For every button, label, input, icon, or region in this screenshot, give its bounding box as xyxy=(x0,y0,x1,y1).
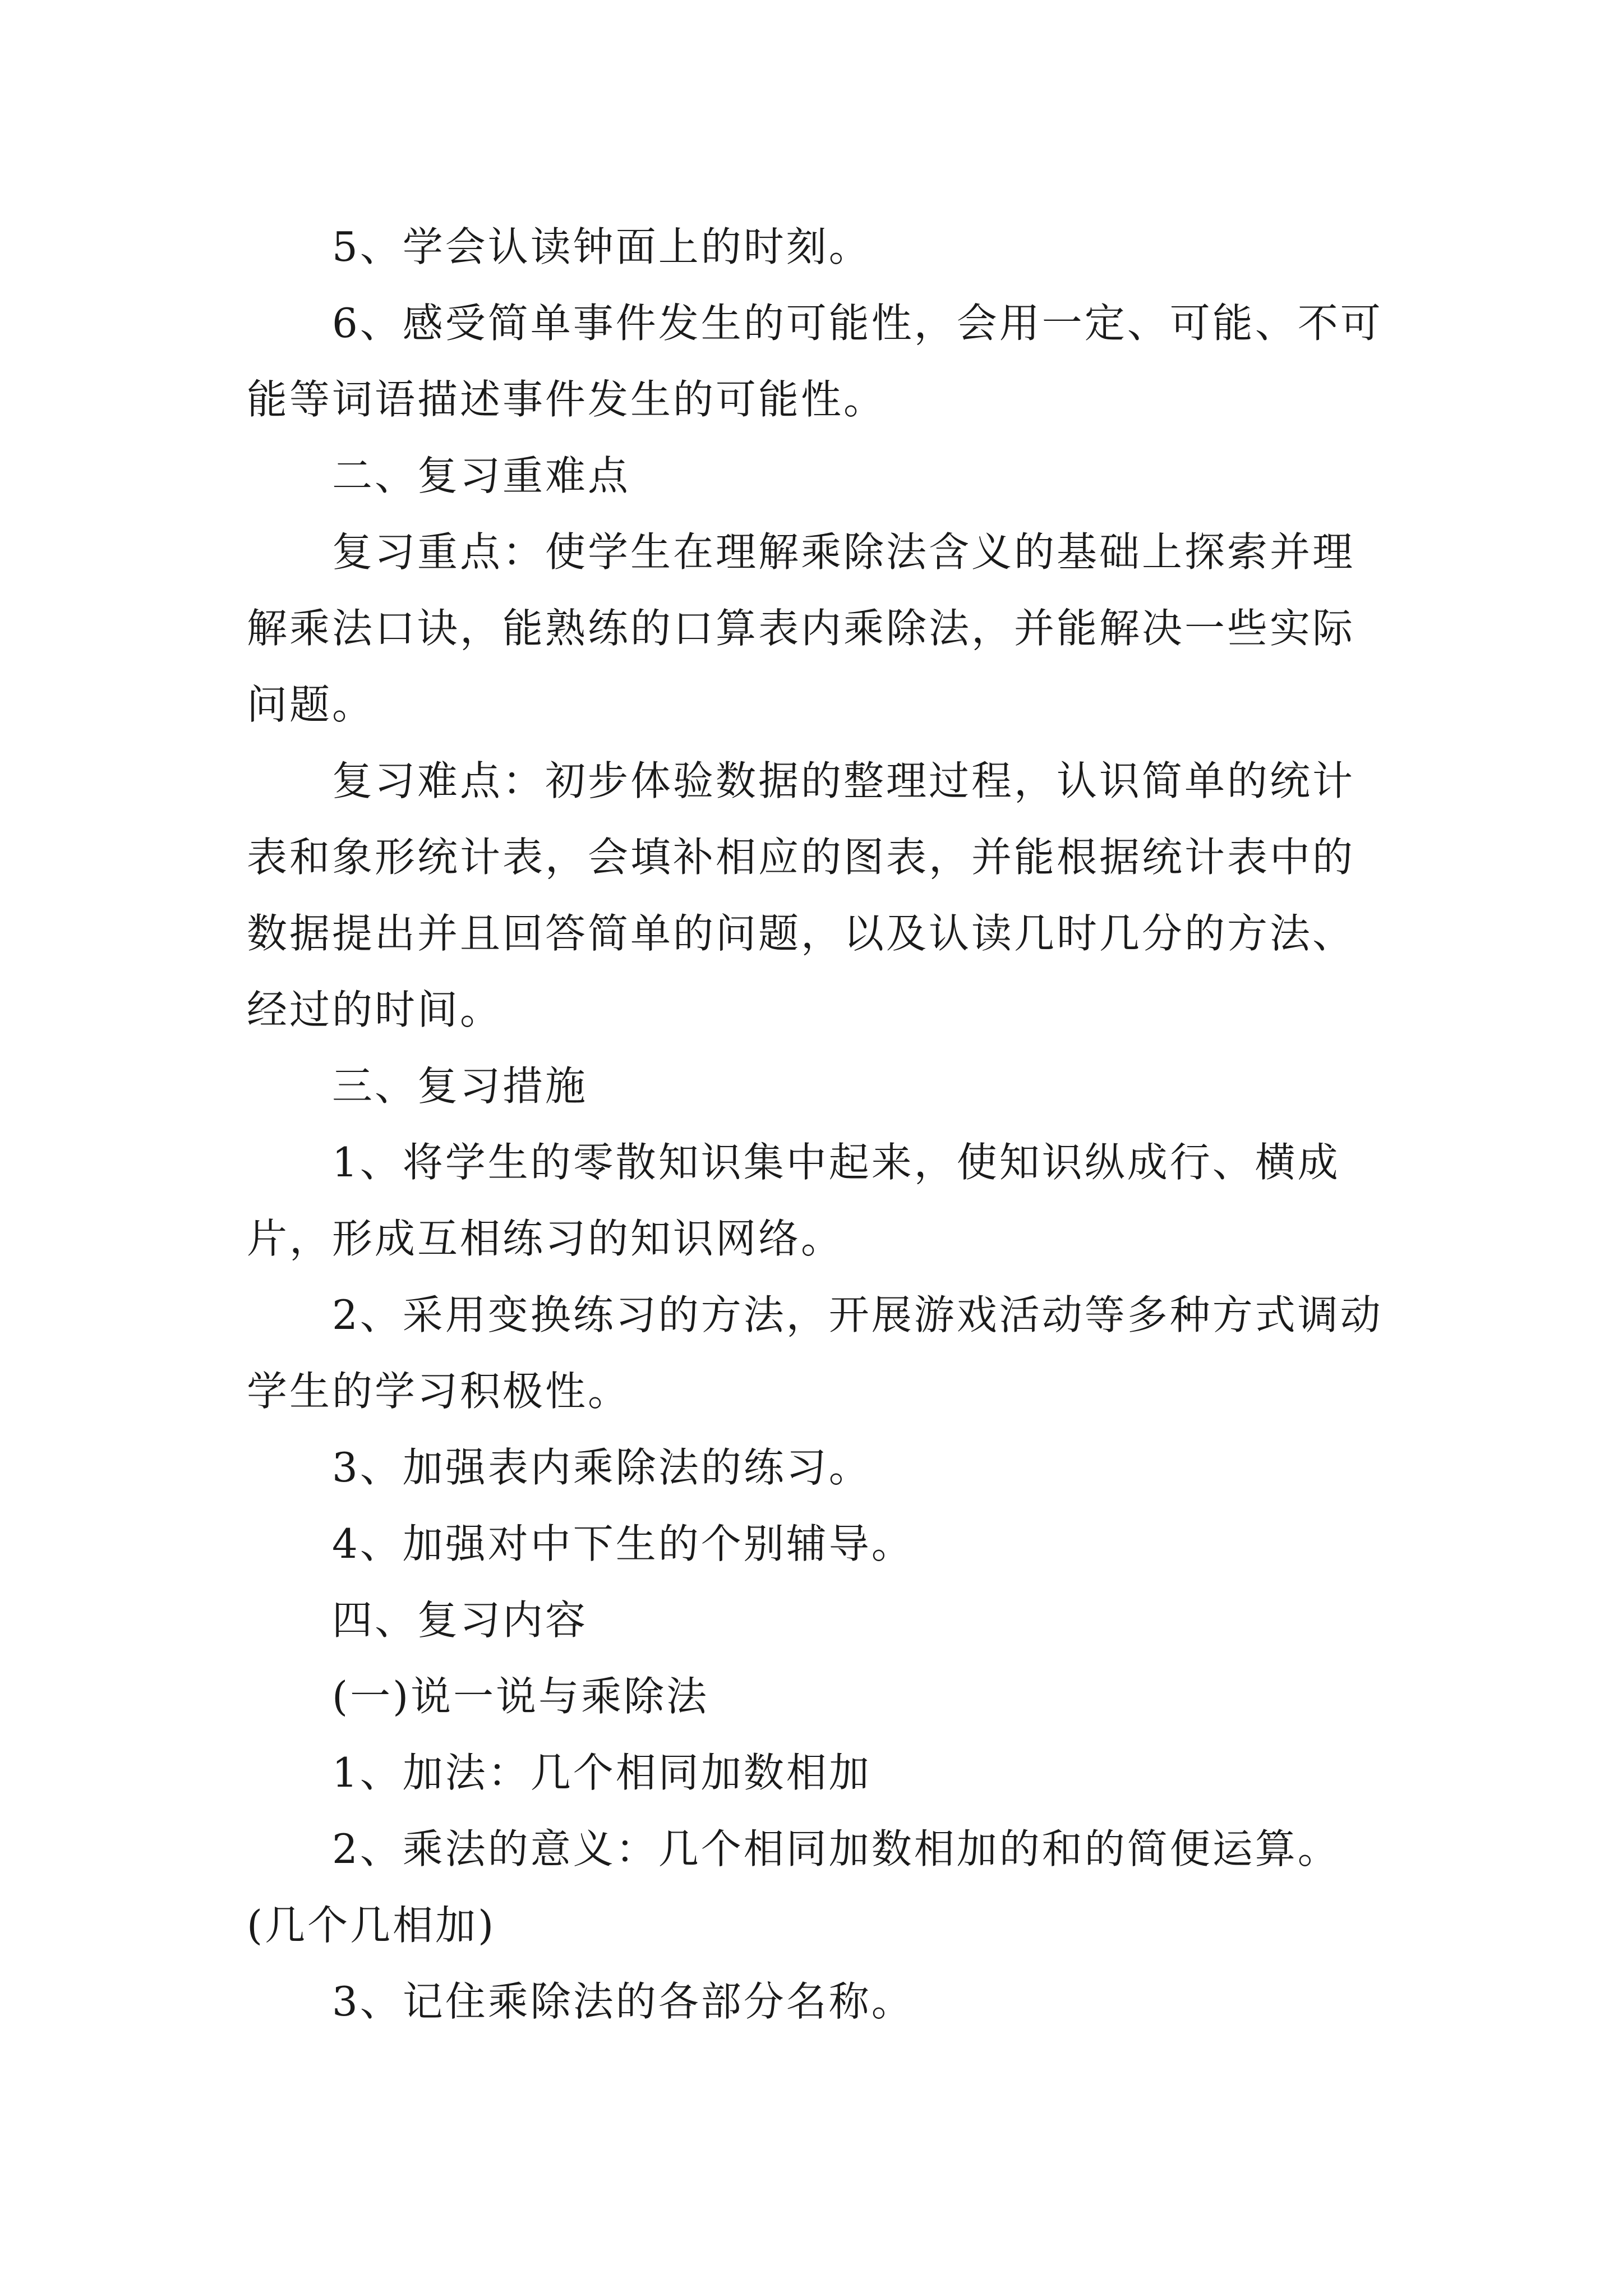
paragraph-item-5: 5、学会认读钟面上的时刻。 xyxy=(332,223,872,270)
section-heading-2: 二、复习重难点 xyxy=(332,452,631,499)
paragraph-measure-3: 3、加强表内乘除法的练习。 xyxy=(332,1444,872,1491)
paragraph-review-difficulties: 复习难点：初步体验数据的整理过程，认识简单的统计表和象形统计表，会填补相应的图表，并能根据统计表中的数据提出并且回答简单的问题，以及认读几时几分的方法、经过的时间。 xyxy=(247,757,1355,1033)
paragraph-measure-4: 4、加强对中下生的个别辅导。 xyxy=(332,1520,914,1567)
section-heading-4: 四、复习内容 xyxy=(332,1596,588,1644)
subsection-heading-1: (一)说一说与乘除法 xyxy=(332,1673,709,1720)
paragraph-content-3: 3、记住乘除法的各部分名称。 xyxy=(332,1978,914,2025)
section-heading-3: 三、复习措施 xyxy=(332,1062,588,1110)
paragraph-review-key-points: 复习重点：使学生在理解乘除法含义的基础上探索并理解乘法口诀，能熟练的口算表内乘除法，并能解决一些实际问题。 xyxy=(247,528,1355,728)
paragraph-measure-2: 2、采用变换练习的方法，开展游戏活动等多种方式调动学生的学习积极性。 xyxy=(247,1291,1383,1415)
paragraph-item-6: 6、感受简单事件发生的可能性，会用一定、可能、不可能等词语描述事件发生的可能性。 xyxy=(247,300,1383,423)
paragraph-content-1: 1、加法：几个相同加数相加 xyxy=(332,1749,872,1796)
paragraph-measure-1: 1、将学生的零散知识集中起来，使知识纵成行、横成片，形成互相练习的知识网络。 xyxy=(247,1139,1340,1262)
paragraph-content-2: 2、乘法的意义：几个相同加数相加的和的简便运算。(几个几相加) xyxy=(247,1825,1340,1949)
